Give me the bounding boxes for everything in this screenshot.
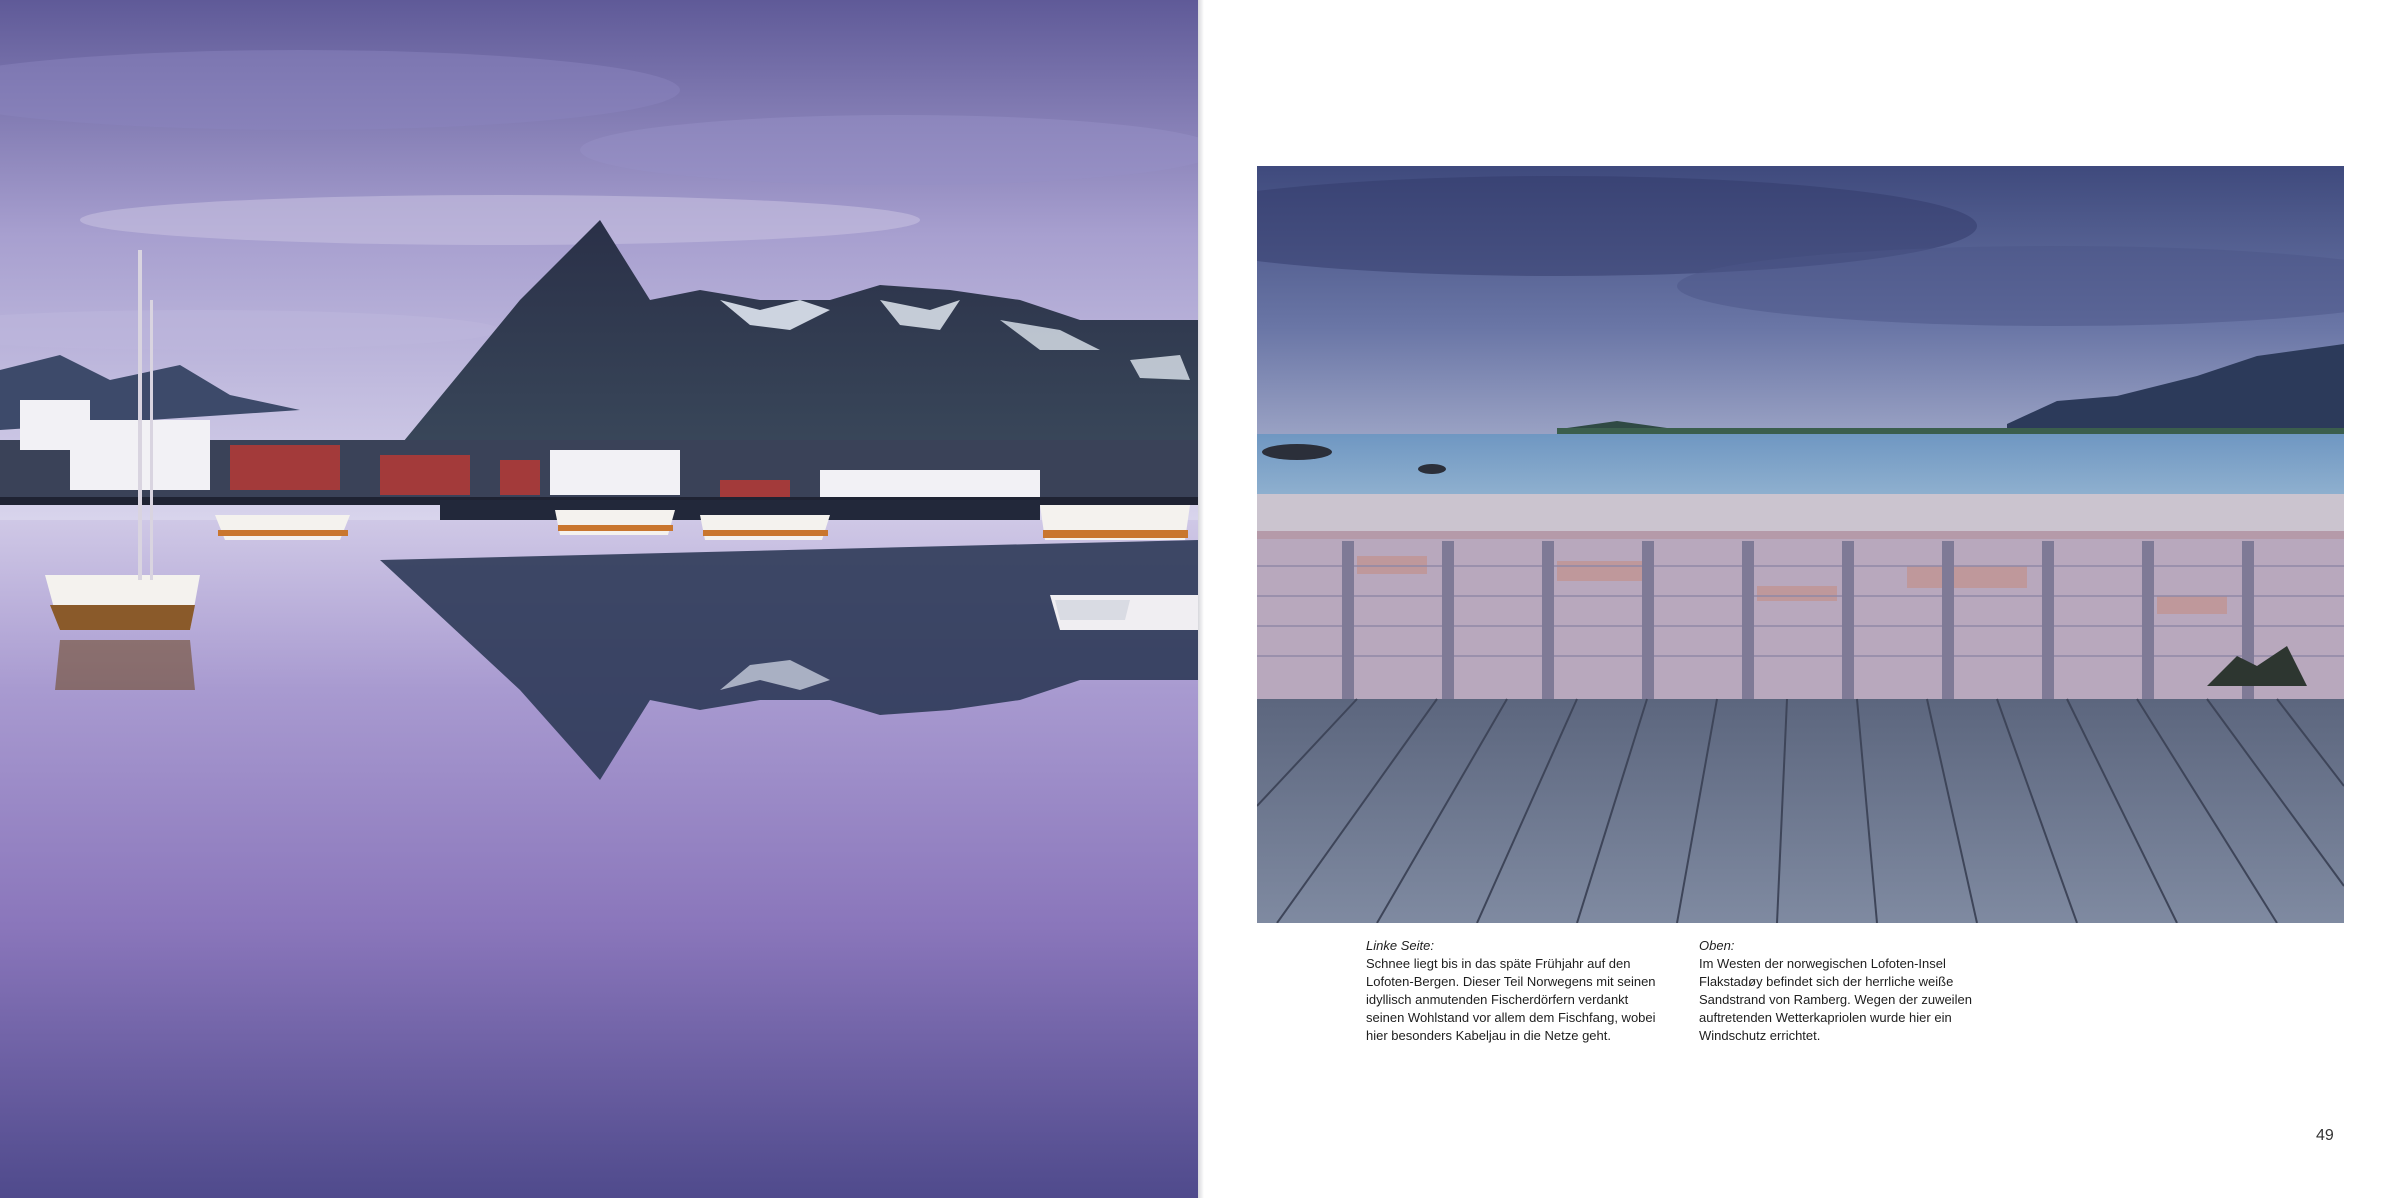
caption-right-line: Im Westen der norwegischen Lofoten-Insel (1699, 956, 1946, 971)
page-number: 49 (2316, 1127, 2334, 1144)
caption-left (1366, 937, 1666, 1045)
caption-left-line: Schnee liegt bis in das späte Frühjahr auf den (1366, 956, 1631, 971)
caption-right-heading: Oben: (1699, 938, 1735, 953)
caption-left-line: seinen Wohlstand vor allem dem Fischfang, wobei (1366, 1010, 1656, 1025)
caption-right-line: Sandstrand von Ramberg. Wegen der zuweilen (1699, 992, 1972, 1007)
left-page-photo (0, 0, 1198, 1198)
caption-right (1699, 937, 1999, 1045)
harbor-mountain-photo (0, 0, 1198, 1198)
caption-left-line: idyllisch anmutenden Fischerdörfern verdankt (1366, 992, 1629, 1007)
caption-right-line: Flakstadøy befindet sich der herrliche weiße (1699, 974, 1954, 989)
caption-right-line: auftretenden Wetterkapriolen wurde hier ein (1699, 1010, 1952, 1025)
caption-left-line: Lofoten-Bergen. Dieser Teil Norwegens mit seinen (1366, 974, 1656, 989)
beach-windbreak-scene (1257, 166, 2344, 923)
beach-windbreak-photo (1257, 166, 2344, 923)
caption-left-line: hier besonders Kabeljau in die Netze geht. (1366, 1028, 1611, 1043)
caption-right-line: Windschutz errichtet. (1699, 1028, 1821, 1043)
caption-left-heading: Linke Seite: (1366, 938, 1434, 953)
